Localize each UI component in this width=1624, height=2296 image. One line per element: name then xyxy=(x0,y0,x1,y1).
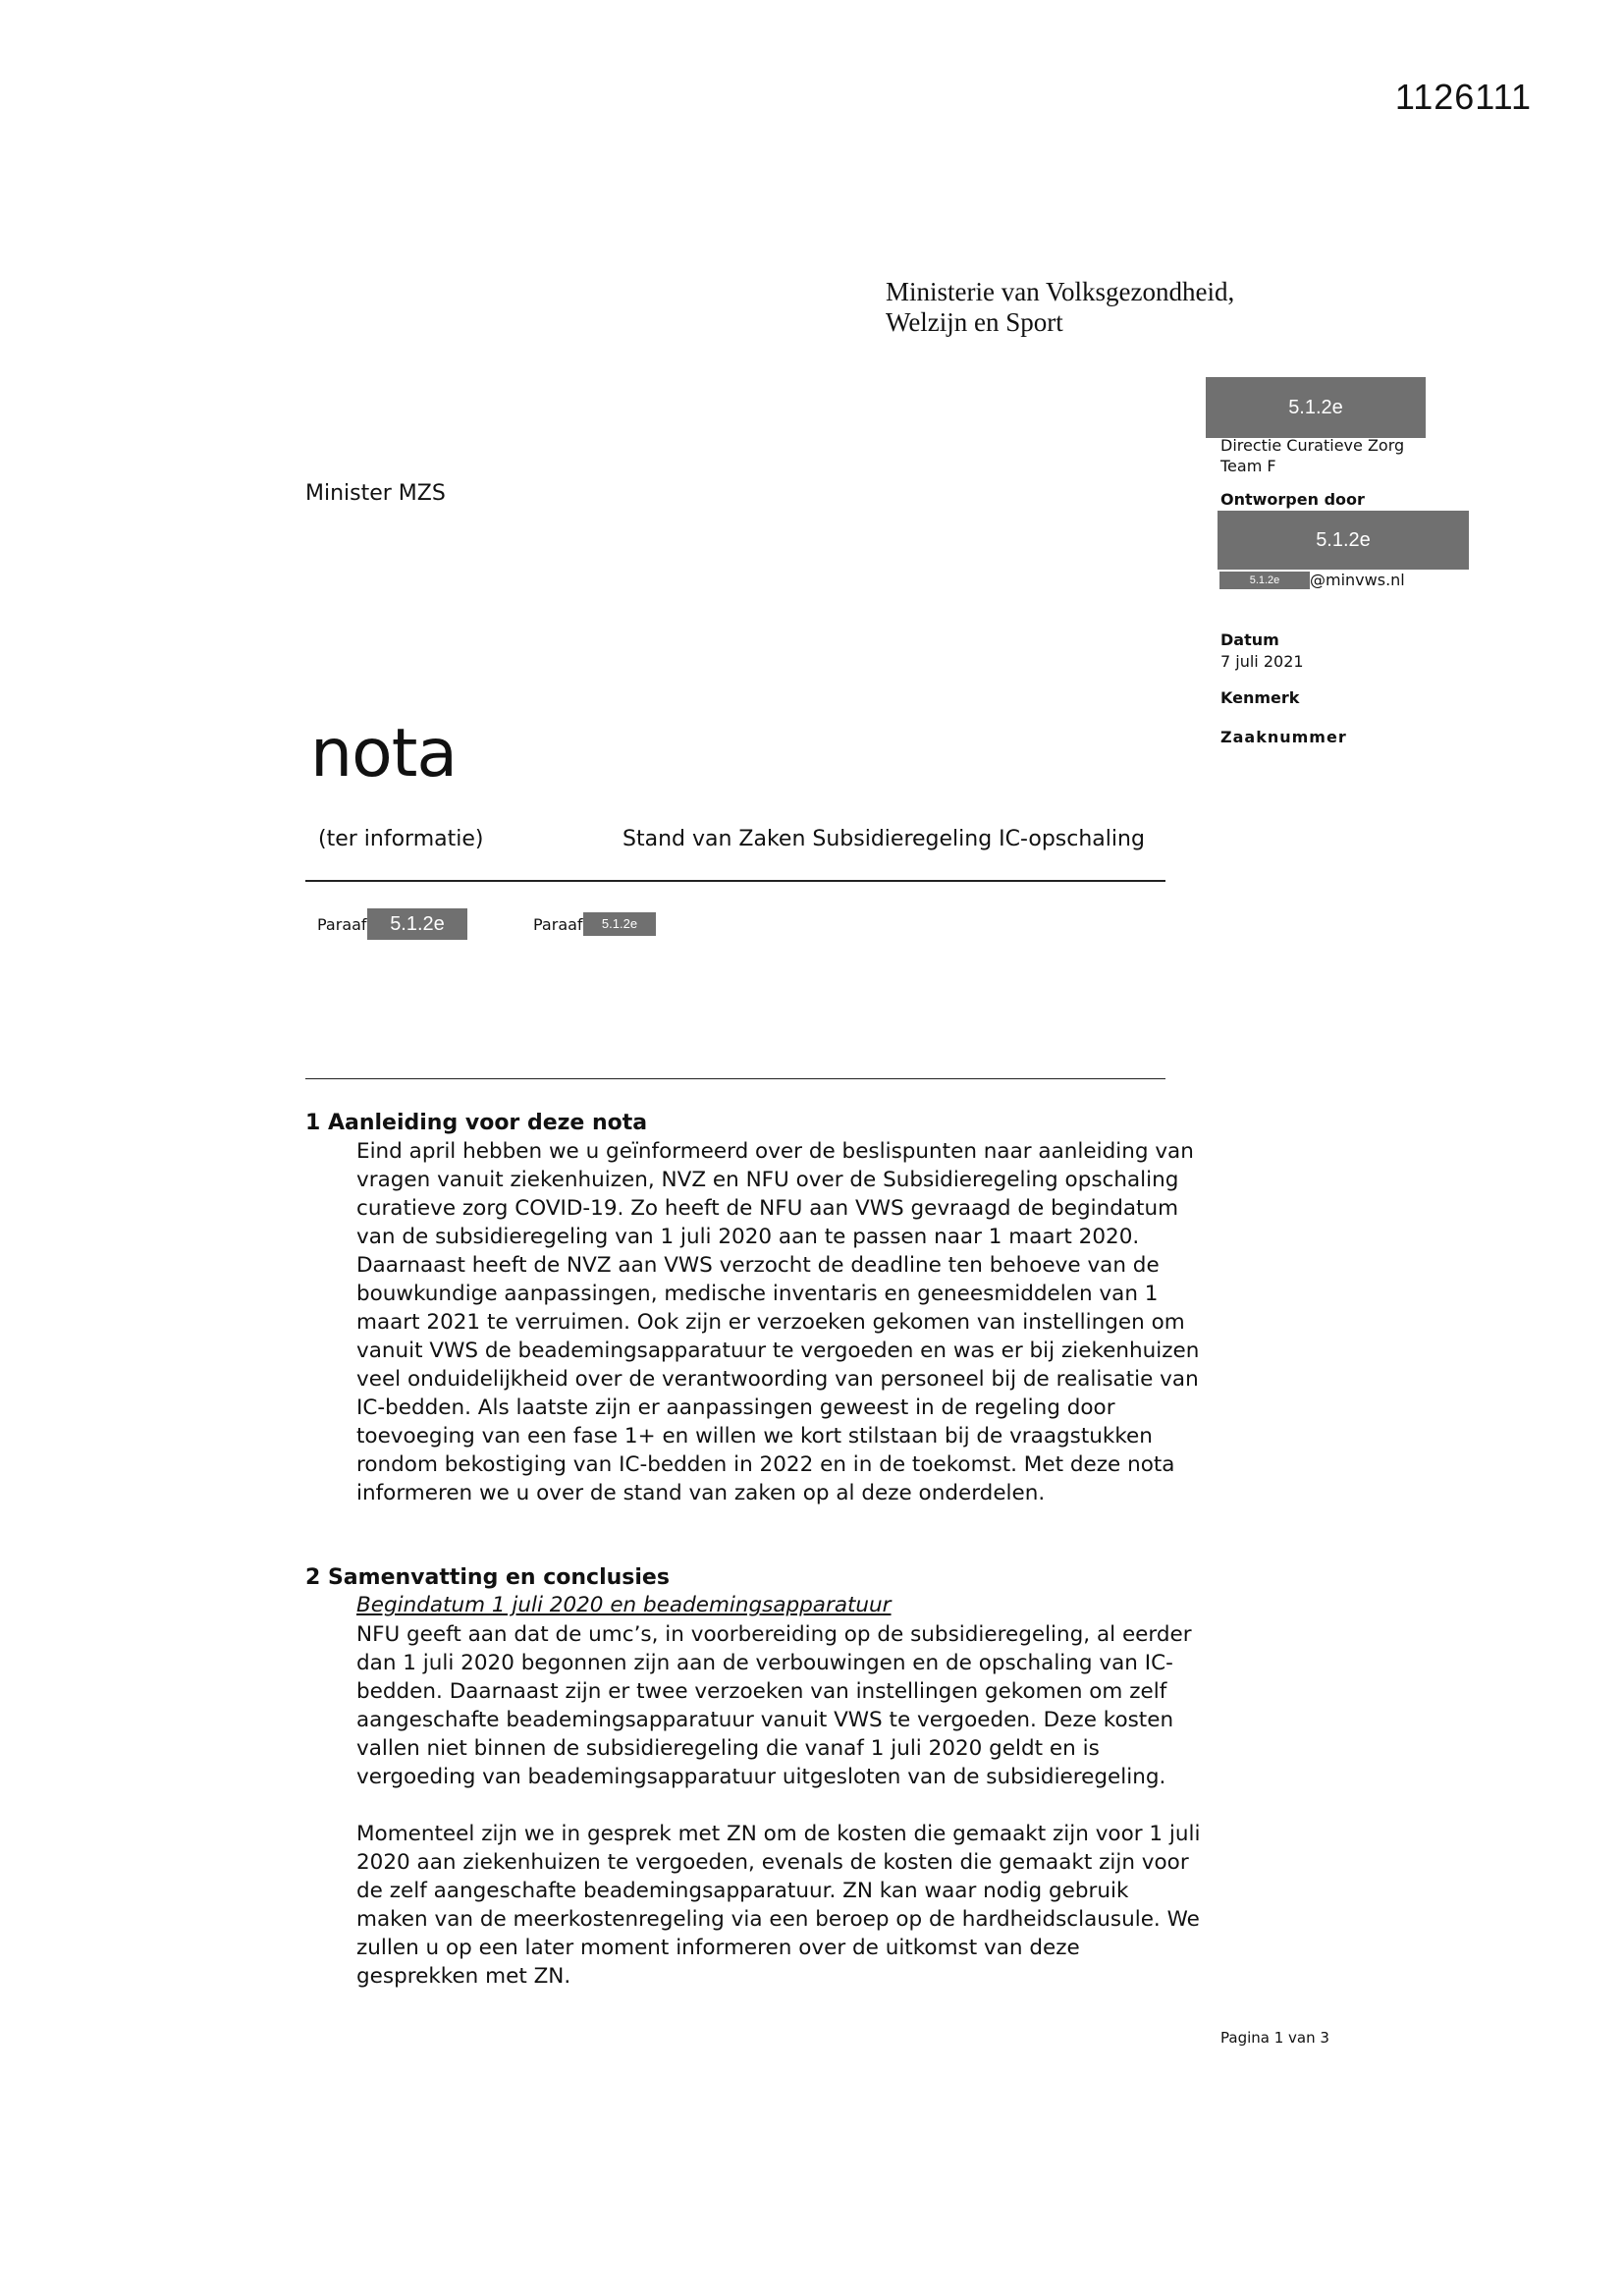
email-suffix: @minvws.nl xyxy=(1310,571,1405,589)
redaction-block-designer: 5.1.2e xyxy=(1218,511,1469,570)
redaction-block-paraaf-2: 5.1.2e xyxy=(583,912,656,936)
section-1-heading: 1 Aanleiding voor deze nota xyxy=(305,1111,648,1135)
ministry-logo-text xyxy=(886,277,1234,338)
document-type-title: nota xyxy=(310,715,458,793)
ministry-line-1: Ministerie van Volksgezondheid, xyxy=(886,277,1235,306)
date-value: 7 juli 2021 xyxy=(1220,652,1304,671)
team-label: Team F xyxy=(1220,457,1276,475)
reference-label: Kenmerk xyxy=(1220,688,1300,707)
divider-top xyxy=(305,880,1165,882)
section-2-paragraph-2: Momenteel zijn we in gesprek met ZN om de kosten die gemaakt zijn voor 1 juli 2020 aan ziekenhuizen te vergoeden, evenals de kosten die gemaakt zijn voor de zelf aangeschafte beademingsapparatuur. ZN kan waar nodig gebruik maken van de meerkostenregeling via een beroep op de hardheidsclausule. We zullen u op een later moment informeren over de uitkomst van deze gesprekken met ZN. xyxy=(356,1822,1201,1989)
redaction-block-sender: 5.1.2e xyxy=(1206,377,1426,438)
redaction-block-email: 5.1.2e xyxy=(1219,572,1310,589)
page-number: Pagina 1 van 3 xyxy=(1220,2029,1329,2047)
subject-line: Stand van Zaken Subsidieregeling IC-opschaling xyxy=(623,827,1145,851)
designed-by-label: Ontworpen door xyxy=(1220,490,1365,509)
ministry-line-2: Welzijn en Sport xyxy=(886,307,1063,337)
divider-bottom xyxy=(305,1078,1165,1079)
department-label: Directie Curatieve Zorg xyxy=(1220,436,1405,455)
addressee: Minister MZS xyxy=(305,481,446,506)
section-2-paragraph-1: NFU geeft aan dat de umc’s, in voorbereiding op de subsidieregeling, al eerder dan 1 juli 2020 begonnen zijn aan de verbouwingen en de opschaling van IC-bedden. Daarnaast zijn er twee verzoeken van instellingen gekomen om zelf aangeschafte beademingsapparatuur vanuit VWS te vergoeden. Deze kosten vallen niet binnen de subsidieregeling die vanaf 1 juli 2020 geldt en is vergoeding van beademingsapparatuur uitgesloten van de subsidieregeling. xyxy=(356,1622,1192,1789)
paraaf-label-2: Paraaf xyxy=(533,915,583,934)
paraaf-label-1: Paraaf xyxy=(317,915,367,934)
section-1-body: Eind april hebben we u geïnformeerd over de beslispunten naar aanleiding van vragen vanuit ziekenhuizen, NVZ en NFU over de Subsidieregeling opschaling curatieve zorg COVID-19. Zo heeft de NFU aan VWS gevraagd de begindatum van de subsidieregeling van 1 juli 2020 aan te passen naar 1 maart 2020. Daarnaast heeft de NVZ aan VWS verzocht de deadline ten behoeve van de bouwkundige aanpassingen, medische inventaris en geneesmiddelen van 1 maart 2021 te verruimen. Ook zijn er verzoeken gekomen van instellingen om vanuit VWS de beademingsapparatuur te vergoeden en was er bij ziekenhuizen veel onduidelijkheid over de verantwoording van personeel bij de realisatie van IC-bedden. Als laatste zijn er aanpassingen geweest in de regeling door toevoeging van een fase 1+ en willen we kort stilstaan bij de vraagstukken rondom bekostiging van IC-bedden in 2022 en in de toekomst. Met deze nota informeren we u over de stand van zaken op al deze onderdelen. xyxy=(356,1139,1200,1505)
date-label: Datum xyxy=(1220,630,1279,649)
document-number: 1126111 xyxy=(1394,77,1532,117)
purpose-label: (ter informatie) xyxy=(318,827,484,851)
section-2-heading: 2 Samenvatting en conclusies xyxy=(305,1565,670,1590)
case-number-label: Zaaknummer xyxy=(1220,728,1347,746)
section-2-subheading: Begindatum 1 juli 2020 en beademingsapparatuur xyxy=(356,1593,892,1617)
redaction-block-paraaf-1: 5.1.2e xyxy=(367,908,467,940)
